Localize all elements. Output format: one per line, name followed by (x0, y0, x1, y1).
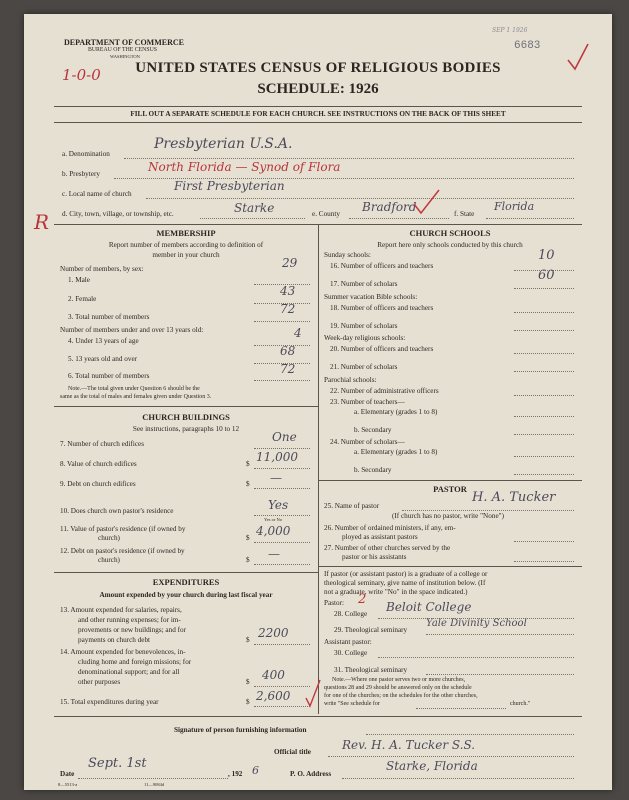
sunday-schools-label: Sunday schools: (324, 251, 371, 259)
membership-note-2: same as the total of males and females given under Question 3. (60, 394, 212, 400)
city-town-value: Starke (234, 201, 275, 215)
print-number: 11—9084d (144, 782, 165, 787)
q9-debt-label: 9. Debt on church edifices (60, 480, 136, 488)
q9-debt-value: — (270, 471, 282, 485)
q23b-label: b. Secondary (354, 426, 392, 434)
buildings-heading: CHURCH BUILDINGS (142, 412, 230, 422)
q1-male-label: 1. Male (68, 276, 90, 284)
q22-label: 22. Number of administrative officers (330, 387, 439, 395)
official-title-label: Official title (274, 748, 311, 756)
q13-line-2: and other running expenses; for im- (78, 616, 181, 624)
summer-schools-label: Summer vacation Bible schools: (324, 293, 418, 301)
pastor-note-3: for one of the churches; on the schedules for the other churches, (324, 693, 478, 699)
q4-under-13-value: 4 (294, 326, 302, 340)
q19-label: 19. Number of scholars (330, 322, 398, 330)
pastor-note-1: Note.—Where one pastor serves two or more churches, (332, 677, 466, 683)
q8-value-label: 8. Value of church edifices (60, 460, 137, 468)
q14-line-2: cluding home and foreign missions; for (78, 658, 192, 666)
yes-or-no-hint: Yes or No (264, 517, 283, 522)
members-by-sex-value: 29 (282, 256, 298, 270)
county-value: Bradford (362, 200, 417, 214)
q27-label-2: pastor or his assistants (342, 553, 407, 561)
census-schedule-sheet: SEP 1 1926 6683 DEPARTMENT OF COMMERCE BUREAU OF THE CENSUS WASHINGTON 1-0-0 UNITED STATES CENSUS OF RELIGIOUS BODIES SCHEDULE: 1926 FILL OUT A SEPARATE SCHEDULE FOR EACH CHURCH. SEE INSTRUCTIONS ON THE BACK OF THIS SHEET a. Denomination Presbyterian U.S.A. b. Presbytery North Florida — Synod of Flora c. Local name of church First Presbyterian d. City, town, village, or township, etc. Starke e. County Bradford f. State Florida R MEMBERSHIP Report number of members according to definition of member in your church Number of members, by sex: 29 1. Male 2. Female 43 3. Total number of members 72 Number of members under and over 13 years old: 4. Under 13 years of age 4 5. 13 years old and over 68 6. Total number of members 72 Note.—The total given under Question 6 should be the same as the total of males and females given under Question 3. CHURCH BUILDINGS See instructions, paragraphs 10 to 12 7. Number of church edifices One 8. Value of church edifices $ 11,000 9. Debt on church edifices $ — 10. Does church own pastor's residence Yes Yes or No 11. Value of pastor's residence (if owned by church) $ 4,000 12. Debt on pastor's residence (if owned by church) $ — EXPENDITURES Amount expended by your church during last fiscal year 13. Amount expended for salaries, repairs, and other running expenses; for im- provements or new buildings; and for payments on church debt $ 2200 14. Amount expended for benevolences, in- cluding home and foreign missions; for denominational support; and for all other purposes $ 400 15. Total expenditures during year $ 2,600 CHURCH SCHOOLS Report here only schools conducted by this church Sunday schools: 16. Number of officers and teachers 10 17. Number of scholars 60 Summer vacation Bible schools: 18. Number of officers and teachers 19. Number of scholars Week-day religious schools: 20. Number of officers and teachers 21. Number of scholars Parochial schools: 22. Number of administrative officers 23. Number of teachers— a. Elementary (grades 1 to 8) b. Secondary 24. Number of scholars— a. Elementary (grades 1 to 8) b. Secondary PASTOR 25. Name of pastor H. A. Tucker (If church has no pastor, write "None") 26. Number of ordained ministers, if any, em- ployed as assistant pastors 27. Number of other churches served by the pastor or his assistants If pastor (or assistant pastor) is a graduate of a college or theological seminary, give name of institution below. (If not a graduate, write "No" in the space indicated.) Pastor: 2 28. College Beloit College 29. Theological seminary Yale Divinity School Assistant pastor: 30. College 31. Theological seminary Note.—Where one pastor serves two or more churches, questions 28 and 29 should be answered only on the schedule for one of the churches; on the schedules for the other churches, write "See schedule for church." Signature of person furnishing information Official title Rev. H. A. Tucker S.S. Date Sept. 1st , 192 6 P. O. Address Starke, Florida 8—5513-a 11—9084d (24, 14, 612, 790)
q11-label-2: church) (98, 534, 120, 542)
local-name-label: c. Local name of church (62, 190, 132, 198)
q2-female-label: 2. Female (68, 295, 97, 303)
presbytery-label: b. Presbytery (62, 170, 100, 178)
membership-heading: MEMBERSHIP (156, 228, 216, 238)
year-prefix: , 192 (228, 770, 243, 778)
q31-label: 31. Theological seminary (334, 666, 408, 674)
q26-label-1: 26. Number of ordained ministers, if any, em- (324, 524, 456, 532)
q3-total-value: 72 (280, 302, 296, 316)
q11-label-1: 11. Value of pastor's residence (if owned by (60, 525, 186, 533)
q29-label: 29. Theological seminary (334, 626, 408, 634)
parochial-schools-label: Parochial schools: (324, 376, 377, 384)
margin-mark: R (34, 210, 50, 234)
po-address-label: P. O. Address (290, 770, 332, 778)
q21-label: 21. Number of scholars (330, 363, 398, 371)
red-tick-icon (304, 678, 322, 708)
q25-value: H. A. Tucker (472, 490, 556, 505)
form-instructions: FILL OUT A SEPARATE SCHEDULE FOR EACH CHURCH. SEE INSTRUCTIONS ON THE BACK OF THIS SHEET (130, 110, 506, 118)
q15-value: 2,600 (256, 689, 291, 703)
form-title: UNITED STATES CENSUS OF RELIGIOUS BODIES (135, 60, 501, 76)
pastor-heading: PASTOR (433, 484, 467, 494)
graduate-note-1: If pastor (or assistant pastor) is a graduate of a college or (324, 570, 488, 578)
q5-over-13-value: 68 (280, 344, 296, 358)
q12-value: — (268, 547, 280, 561)
members-by-age-label: Number of members under and over 13 years old: (60, 326, 204, 334)
date-label: Date (60, 770, 75, 778)
pastor-note-4: write "See schedule for (324, 701, 380, 707)
q5-over-13-label: 5. 13 years old and over (68, 355, 138, 363)
signature-label: Signature of person furnishing information (174, 726, 307, 734)
q14-line-3: denominational support; and for all (78, 668, 180, 676)
q18-label: 18. Number of officers and teachers (330, 304, 434, 312)
q28-label: 28. College (334, 610, 368, 618)
code-mark: 1-0-0 (62, 66, 101, 84)
q12-label-1: 12. Debt on pastor's residence (if owned by (60, 547, 185, 555)
q4-under-13-label: 4. Under 13 years of age (68, 337, 139, 345)
po-address-value: Starke, Florida (386, 759, 478, 773)
q29-value: Yale Divinity School (426, 618, 527, 629)
red-checkmark-icon (412, 188, 442, 216)
q14-line-1: 14. Amount expended for benevolences, in- (60, 648, 186, 656)
state-value: Florida (494, 200, 535, 213)
q12-label-2: church) (98, 556, 120, 564)
q8-value-value: 11,000 (256, 450, 298, 464)
q23a-label: a. Elementary (grades 1 to 8) (354, 408, 438, 416)
q13-line-1: 13. Amount expended for salaries, repairs, (60, 606, 182, 614)
q23-label: 23. Number of teachers— (330, 398, 405, 406)
form-number: 8—5513-a (58, 782, 78, 787)
presbytery-value: North Florida — Synod of Flora (148, 160, 341, 174)
denomination-value: Presbyterian U.S.A. (154, 136, 293, 152)
local-name-value: First Presbyterian (174, 179, 285, 193)
expenditures-heading: EXPENDITURES (152, 577, 220, 587)
membership-note-1: Note.—The total given under Question 6 should be the (68, 386, 200, 392)
graduate-note-3: not a graduate, write "No" in the space indicated.) (324, 588, 468, 596)
q13-line-4: payments on church debt (78, 636, 151, 644)
city-town-label: d. City, town, village, or township, etc. (62, 210, 174, 218)
q20-label: 20. Number of officers and teachers (330, 345, 434, 353)
schools-intro: Report here only schools conducted by this church (377, 241, 523, 249)
q27-label-1: 27. Number of other churches served by the (324, 544, 451, 552)
q15-label: 15. Total expenditures during year (60, 698, 159, 706)
year-digit: 6 (252, 764, 259, 777)
q2-female-value: 43 (280, 284, 296, 298)
q24a-label: a. Elementary (grades 1 to 8) (354, 448, 438, 456)
q14-line-4: other purposes (78, 678, 121, 686)
q17-value: 60 (538, 268, 555, 283)
q25-note: (If church has no pastor, write "None") (392, 512, 504, 520)
q7-edifices-value: One (272, 430, 297, 444)
q30-label: 30. College (334, 649, 368, 657)
q13-line-3: provements or new buildings; and for (78, 626, 186, 634)
received-stamp-date: SEP 1 1926 (492, 27, 528, 34)
city-label: WASHINGTON (110, 54, 140, 59)
q16-value: 10 (538, 248, 555, 263)
pastor-note-5: church." (510, 701, 531, 707)
q24b-label: b. Secondary (354, 466, 392, 474)
weekday-schools-label: Week-day religious schools: (324, 334, 406, 342)
county-label: e. County (312, 210, 340, 218)
membership-intro-2: member in your church (152, 251, 220, 259)
q24-label: 24. Number of scholars— (330, 438, 405, 446)
graduate-note-2: theological seminary, give name of institution below. (If (324, 579, 486, 587)
q11-value: 4,000 (256, 524, 291, 538)
q16-label: 16. Number of officers and teachers (330, 262, 434, 270)
form-subtitle: SCHEDULE: 1926 (257, 81, 379, 97)
q3-total-label: 3. Total number of members (68, 313, 150, 321)
q13-value: 2200 (258, 626, 289, 640)
expenditures-intro: Amount expended by your church during last fiscal year (99, 591, 273, 599)
q7-edifices-label: 7. Number of church edifices (60, 440, 145, 448)
official-title-value: Rev. H. A. Tucker S.S. (342, 738, 476, 752)
q17-label: 17. Number of scholars (330, 280, 398, 288)
state-label: f. State (454, 210, 475, 218)
schools-heading: CHURCH SCHOOLS (409, 228, 491, 238)
q28-value: Beloit College (386, 600, 472, 614)
department-label: DEPARTMENT OF COMMERCE (64, 38, 185, 47)
q25-label: 25. Name of pastor (324, 502, 380, 510)
q6-total-value: 72 (280, 362, 296, 376)
q6-total-label: 6. Total number of members (68, 372, 150, 380)
q26-label-2: ployed as assistant pastors (342, 533, 418, 541)
assistant-pastor-label: Assistant pastor: (324, 638, 372, 646)
q10-residence-value: Yes (268, 498, 289, 512)
q10-residence-label: 10. Does church own pastor's residence (60, 507, 174, 515)
pastor-red-mark: 2 (358, 592, 367, 607)
date-value: Sept. 1st (88, 756, 147, 771)
pastor-note-2: questions 28 and 29 should be answered only on the schedule (324, 685, 472, 691)
pastor-subheading: Pastor: (324, 599, 344, 607)
membership-intro-1: Report number of members according to definition of (108, 241, 264, 249)
bureau-label: BUREAU OF THE CENSUS (88, 47, 157, 53)
stamp-number: 6683 (514, 40, 541, 52)
members-by-sex-label: Number of members, by sex: (60, 265, 144, 273)
denomination-label: a. Denomination (62, 150, 110, 158)
q14-value: 400 (262, 668, 285, 682)
buildings-intro: See instructions, paragraphs 10 to 12 (132, 425, 240, 433)
